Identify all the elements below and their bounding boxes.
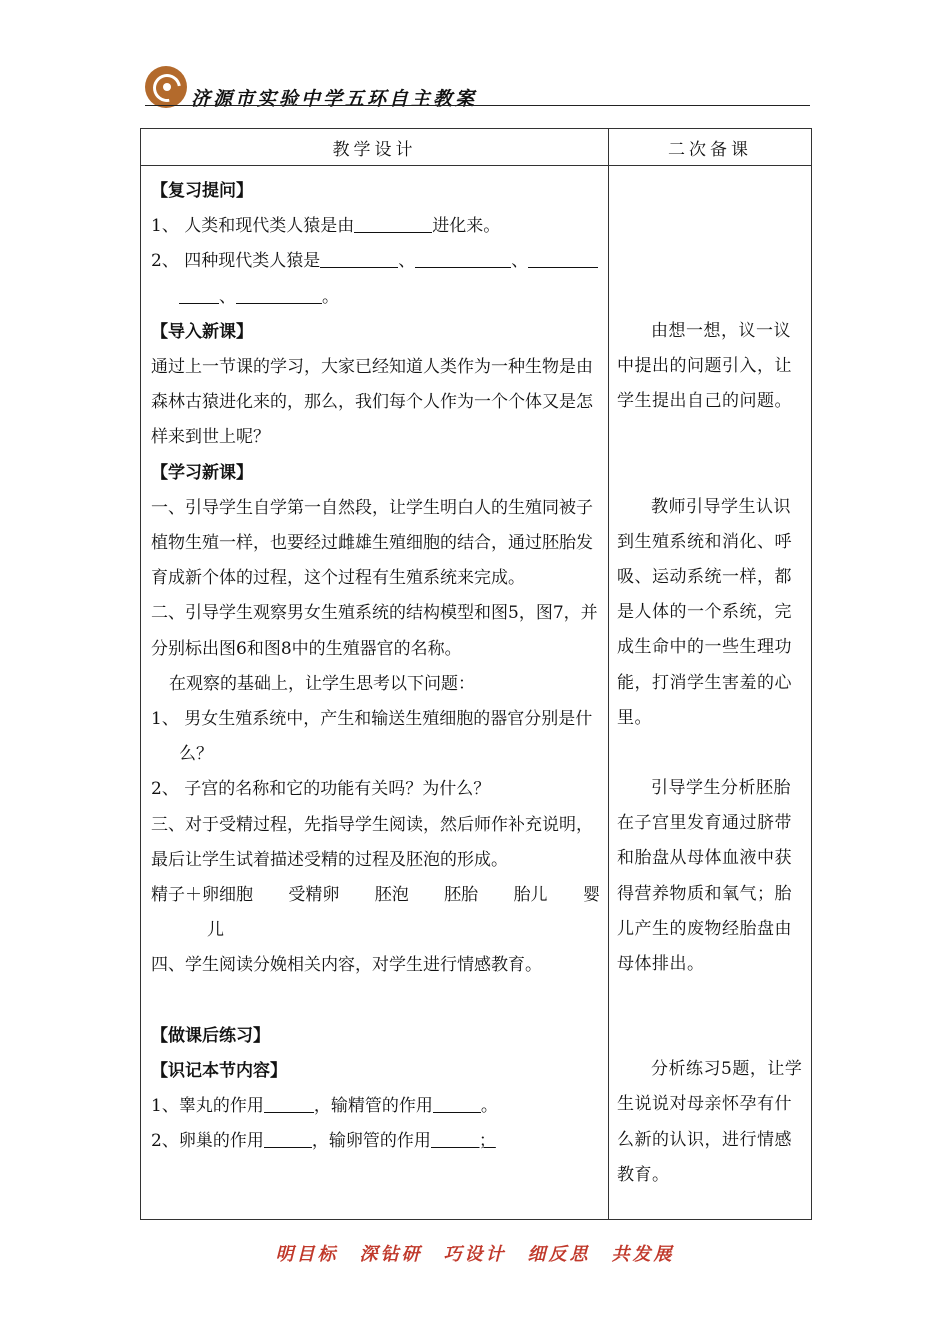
flow-item: 胚泡: [374, 885, 409, 906]
note-4: 分析练习5题，让学生说说对母亲怀孕有什么新的认识，进行情感教育。: [617, 1059, 803, 1185]
memo-2: 2、卵巢的作用 ，输卵管的作用 ；: [151, 1131, 496, 1152]
review-q1: 1、 人类和现代类人猿是由 进化来。: [151, 216, 501, 237]
step-3: 三、对于受精过程，先指导学生阅读，然后师作补充说明，最后让学生试着描述受精的过程及胚泡的形成。: [151, 814, 593, 870]
col-header-second-prep: 二次备课: [609, 129, 812, 166]
lesson-table: [140, 128, 812, 1220]
step-4: 四、学生阅读分娩相关内容，对学生进行情感教育。: [151, 955, 542, 976]
practice-title: 【做课后练习】: [151, 1025, 270, 1046]
observe-prompt: 在观察的基础上，让学生思考以下问题：: [169, 673, 475, 694]
flow-item: 婴: [582, 885, 600, 906]
answer-blank[interactable]: [179, 286, 219, 304]
answer-blank[interactable]: [431, 1130, 479, 1148]
answer-blank[interactable]: [415, 250, 511, 268]
step-1: 一、引导学生自学第一自然段，让学生明白人的生殖同被子植物生殖一样，也要经过雌雄生殖细胞的结合，通过胚胎发育成新个体的过程，这个过程有生殖系统来完成。: [151, 497, 593, 589]
school-name: 济源市实验中学五环自主教案: [191, 88, 478, 110]
answer-blank[interactable]: [264, 1130, 312, 1148]
footer-motto: 明目标 深钻研 巧设计 细反思 共发展: [275, 1244, 675, 1265]
note-1: 由想一想，议一议中提出的问题引入，让学生提出自己的问题。: [617, 321, 792, 412]
flow-item: 胚胎: [444, 885, 479, 906]
step-2: 二、引导学生观察男女生殖系统的结构模型和图5，图7，并分别标出图6和图8中的生殖器官的名称。: [151, 603, 598, 659]
new-lesson-title: 【学习新课】: [151, 462, 253, 483]
col-header-design: 教学设计: [141, 129, 609, 166]
second-prep-cell: [609, 166, 812, 1220]
memo-title: 【识记本节内容】: [151, 1060, 287, 1081]
fertilization-flow: [151, 878, 600, 913]
review-q2-cont: 、 。: [151, 280, 600, 315]
answer-blank[interactable]: [236, 286, 322, 304]
note-3: 引导学生分析胚胎在子宫里发育通过脐带和胎盘从母体血液中获得营养物质和氧气；胎儿产生的废物经胎盘由母体排出。: [617, 778, 792, 975]
intro-text: 通过上一节课的学习，大家已经知道人类作为一种生物是由森林古猿进化来的，那么，我们每个人作为一个个体又是怎样来到世上呢？: [151, 357, 593, 448]
answer-blank[interactable]: [433, 1095, 481, 1113]
answer-blank[interactable]: [320, 250, 398, 268]
design-cell: [141, 166, 609, 1220]
flow-item: 受精卵: [288, 885, 340, 906]
question-1: 1、 男女生殖系统中，产生和输送生殖细胞的器官分别是什么？: [151, 709, 593, 765]
answer-blank[interactable]: [528, 250, 598, 268]
note-2: 教师引导学生认识到生殖系统和消化、呼吸、运动系统一样，都是人体的一个系统，完成生命中的一些生理功能，打消学生害羞的心里。: [617, 496, 792, 728]
page-header: [145, 66, 810, 110]
review-q2: 2、 四种现代类人猿是 、 、: [151, 244, 600, 279]
header-rule: [145, 105, 810, 106]
flow-item-end: 儿: [207, 920, 224, 941]
memo-1: 1、睾丸的作用 ，输精管的作用 。: [151, 1096, 498, 1117]
flow-item: 精子＋卵细胞: [151, 885, 253, 906]
answer-blank[interactable]: [264, 1095, 314, 1113]
school-logo-icon: [145, 66, 187, 108]
answer-blank[interactable]: [354, 215, 432, 233]
review-title: 【复习提问】: [151, 181, 253, 201]
intro-title: 【导入新课】: [151, 321, 253, 342]
question-2: 2、 子宫的名称和它的功能有关吗？为什么？: [151, 779, 491, 800]
flow-item: 胎儿: [513, 885, 548, 906]
